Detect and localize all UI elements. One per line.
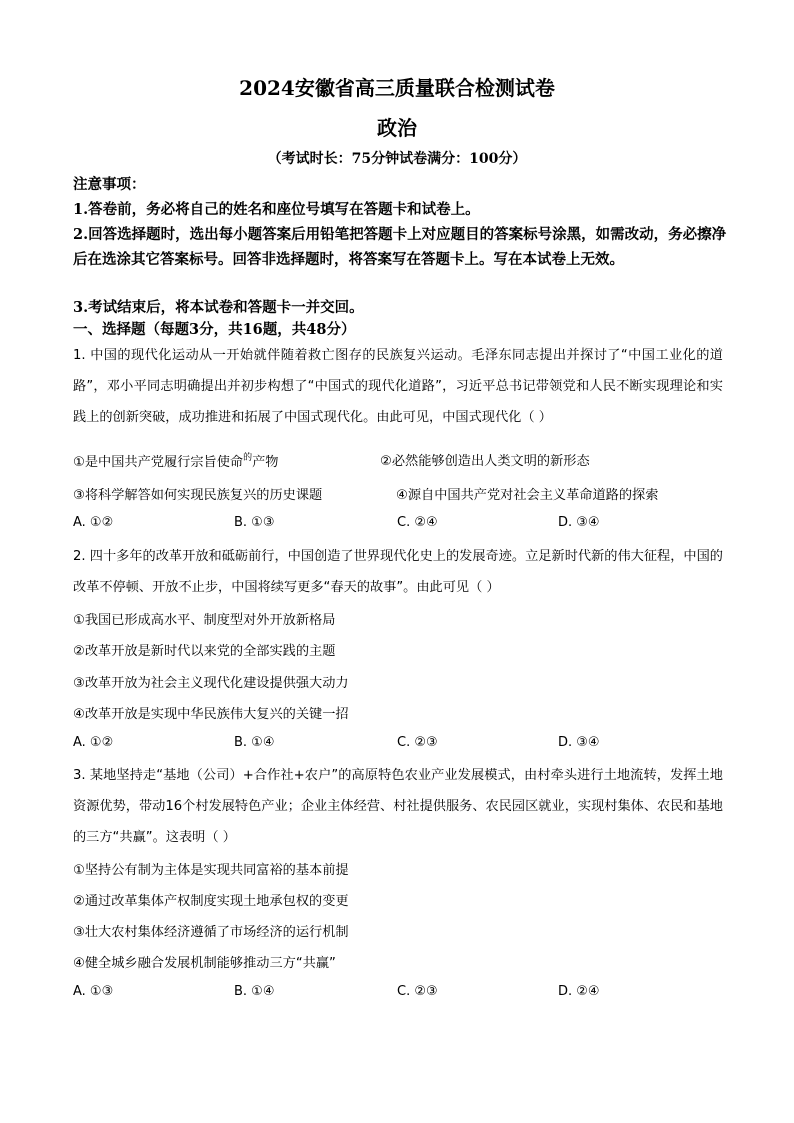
question-1-stem: 1. 中国的现代化运动从一开始就伴随着救亡图存的民族复兴运动。毛泽东同志提出并探讨了“中国工业化的道路”，邓小平同志明确提出并初步构想了“中国式的现代化道路”，习近平总书记带领党和人民不断实现理论和实践上的创新突破，成功推进和拓展了中国式现代化。由此可见，中国式现代化（ ） bbox=[73, 348, 723, 425]
section-heading: 一、选择题（每题3分，共16题，共48分） bbox=[73, 321, 356, 338]
question-1-option-2: ②必然能够创造出人类文明的新形态 bbox=[380, 454, 590, 469]
question-2-option-4: ④改革开放是实现中华民族伟大复兴的关键一招 bbox=[73, 707, 349, 722]
question-1-answer-c: C. ②④ bbox=[397, 515, 438, 530]
question-2-option-3: ③改革开放为社会主义现代化建设提供强大动力 bbox=[73, 676, 349, 691]
exam-meta: （考试时长：75分钟试卷满分：100分） bbox=[267, 151, 527, 167]
notice-heading: 注意事项： bbox=[73, 176, 146, 193]
question-3-answer-c: C. ②③ bbox=[397, 984, 438, 999]
question-2-answer-d: D. ③④ bbox=[558, 735, 600, 750]
question-1-option-3: ③将科学解答如何实现民族复兴的历史课题 bbox=[73, 488, 323, 503]
question-3-option-2: ②通过改革集体产权制度实现土地承包权的变更 bbox=[73, 894, 349, 909]
question-1-answer-a: A. ①② bbox=[73, 515, 114, 530]
question-3-option-1: ①坚持公有制为主体是实现共同富裕的基本前提 bbox=[73, 863, 349, 878]
question-3-stem: 3. 某地坚持走“基地（公司）+合作社+农户”的高原特色农业产业发展模式，由村牵头进行土地流转，发挥土地资源优势，带动16个村发展特色产业；企业主体经营、村社提供服务、农民园区就业，实现村集体、农民和基地的三方“共赢”。这表明（ ） bbox=[73, 768, 723, 845]
question-2-stem: 2. 四十多年的改革开放和砥砺前行，中国创造了世界现代化史上的发展奇迹。立足新时代新的伟大征程，中国的改革不停顿、开放不止步，中国将续写更多“春天的故事”。由此可见（ ） bbox=[73, 549, 723, 595]
exam-subject: 政治 bbox=[377, 116, 417, 140]
question-2-answer-b: B. ①④ bbox=[234, 735, 275, 750]
question-2-answer-c: C. ②③ bbox=[397, 735, 438, 750]
exam-title: 2024安徽省高三质量联合检测试卷 bbox=[239, 76, 555, 100]
question-3-answer-d: D. ②④ bbox=[558, 984, 600, 999]
question-1-option-4: ④源自中国共产党对社会主义革命道路的探索 bbox=[396, 488, 659, 503]
question-3-answer-a: A. ①③ bbox=[73, 984, 114, 999]
question-3-option-3: ③壮大农村集体经济遵循了市场经济的运行机制 bbox=[73, 925, 349, 940]
question-3-answer-b: B. ①④ bbox=[234, 984, 275, 999]
question-1-answer-d: D. ③④ bbox=[558, 515, 600, 530]
notice-item-2: 2.回答选择题时，选出每小题答案后用铅笔把答题卡上对应题目的答案标号涂黑，如需改动，务必擦净后在选涂其它答案标号。回答非选择题时，将答案写在答题卡上。写在本试卷上无效。 bbox=[73, 226, 727, 268]
question-2-answer-a: A. ①② bbox=[73, 735, 114, 750]
question-2-option-2: ②改革开放是新时代以来党的全部实践的主题 bbox=[73, 644, 336, 659]
question-3-option-4: ④健全城乡融合发展机制能够推动三方“共赢” bbox=[73, 956, 336, 971]
question-2-option-1: ①我国已形成高水平、制度型对外开放新格局 bbox=[73, 613, 336, 628]
notice-item-3: 3.考试结束后，将本试卷和答题卡一并交回。 bbox=[73, 299, 364, 316]
question-1-option-1: ①是中国共产党履行宗旨使命$^的$产物 bbox=[73, 453, 279, 470]
notice-item-1: 1.答卷前，务必将自己的姓名和座位号填写在答题卡和试卷上。 bbox=[73, 201, 480, 218]
question-1-answer-b: B. ①③ bbox=[234, 515, 275, 530]
